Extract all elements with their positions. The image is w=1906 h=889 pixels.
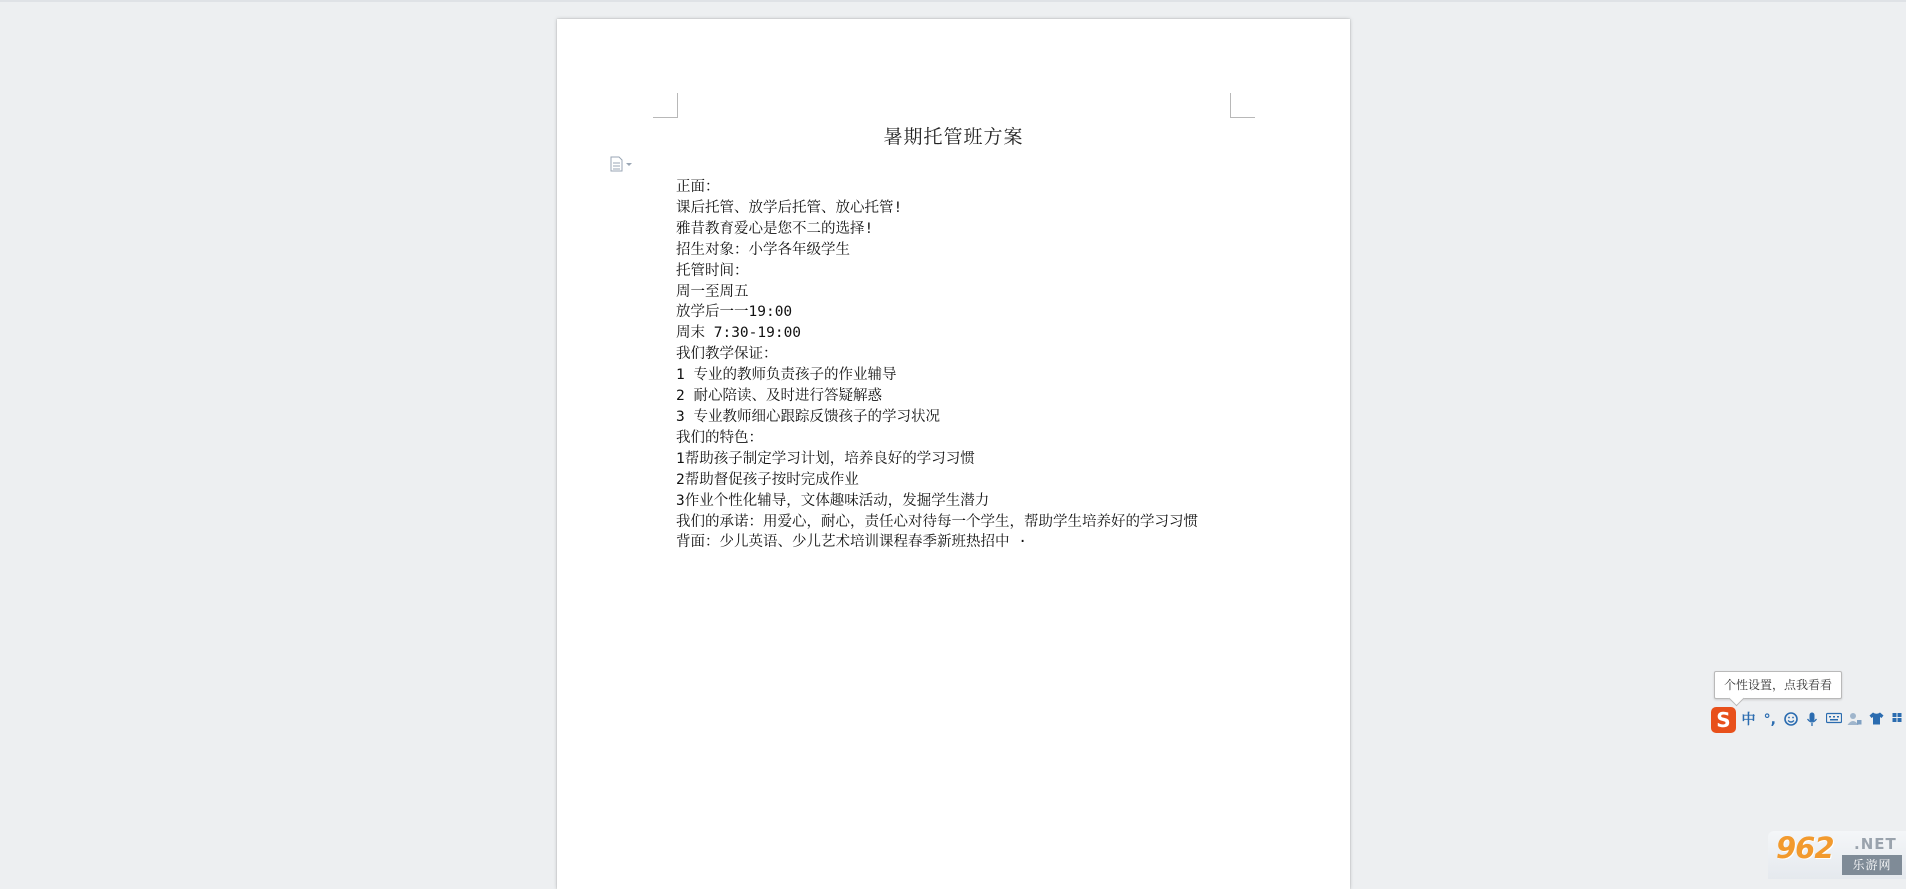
document-line: 托管时间： bbox=[676, 262, 749, 279]
document-line: 雅昔教育爱心是您不二的选择! bbox=[676, 220, 874, 237]
watermark-logo: 962 bbox=[1776, 831, 1834, 865]
site-watermark bbox=[1768, 831, 1906, 879]
document-line: 课后托管、放学后托管、放心托管! bbox=[676, 199, 903, 216]
document-line: 招生对象：小学各年级学生 bbox=[676, 241, 850, 258]
document-line: 2 耐心陪读、及时进行答疑解惑 bbox=[676, 388, 882, 405]
document-line: 我们教学保证： bbox=[676, 346, 778, 363]
skin-icon[interactable] bbox=[1868, 710, 1885, 730]
document-line: 3作业个性化辅导，文体趣味活动，发掘学生潜力 bbox=[676, 492, 990, 509]
document-line: 我们的特色： bbox=[676, 429, 763, 446]
sogou-logo-icon[interactable]: S bbox=[1711, 707, 1736, 733]
document-line: 放学后一一19:00 bbox=[676, 304, 793, 321]
punctuation-button[interactable]: °, bbox=[1763, 712, 1776, 728]
user-icon[interactable] bbox=[1846, 710, 1863, 730]
margin-corner-top-left bbox=[653, 93, 678, 118]
keyboard-icon[interactable] bbox=[1825, 710, 1842, 730]
document-line: 周末 7:30-19:00 bbox=[676, 325, 802, 342]
document-line: 我们的承诺：用爱心，耐心，责任心对待每一个学生，帮助学生培养好的学习习惯 bbox=[676, 513, 1198, 530]
document-line: 背面：少儿英语、少儿艺术培训课程春季新班热招中 · bbox=[676, 534, 1027, 551]
document-line: 1帮助孩子制定学习计划，培养良好的学习习惯 bbox=[676, 450, 975, 467]
document-line: 正面： bbox=[676, 179, 720, 195]
toolbar-edge bbox=[0, 0, 1906, 2]
document-line: 周一至周五 bbox=[676, 283, 749, 300]
margin-corner-top-right bbox=[1230, 93, 1255, 118]
ime-settings-tooltip: 个性设置，点我看看 bbox=[1714, 671, 1842, 699]
document-line: 2帮助督促孩子按时完成作业 bbox=[676, 471, 859, 488]
document-page[interactable] bbox=[557, 19, 1350, 889]
toolbox-icon[interactable] bbox=[1889, 710, 1906, 730]
microphone-icon[interactable] bbox=[1804, 710, 1821, 730]
document-body[interactable] bbox=[676, 177, 1232, 553]
watermark-net: .NET bbox=[1854, 835, 1897, 853]
ime-toolbar bbox=[1711, 707, 1906, 733]
document-line: 3 专业教师细心跟踪反馈孩子的学习状况 bbox=[676, 408, 940, 425]
document-line: 1 专业的教师负责孩子的作业辅导 bbox=[676, 367, 897, 384]
input-mode-button[interactable]: 中 bbox=[1741, 712, 1756, 728]
emoji-icon[interactable] bbox=[1782, 710, 1799, 730]
watermark-subtitle: 乐游网 bbox=[1842, 855, 1902, 875]
paragraph-handle-icon[interactable] bbox=[608, 156, 638, 172]
document-title: 暑期托管班方案 bbox=[883, 126, 1024, 148]
